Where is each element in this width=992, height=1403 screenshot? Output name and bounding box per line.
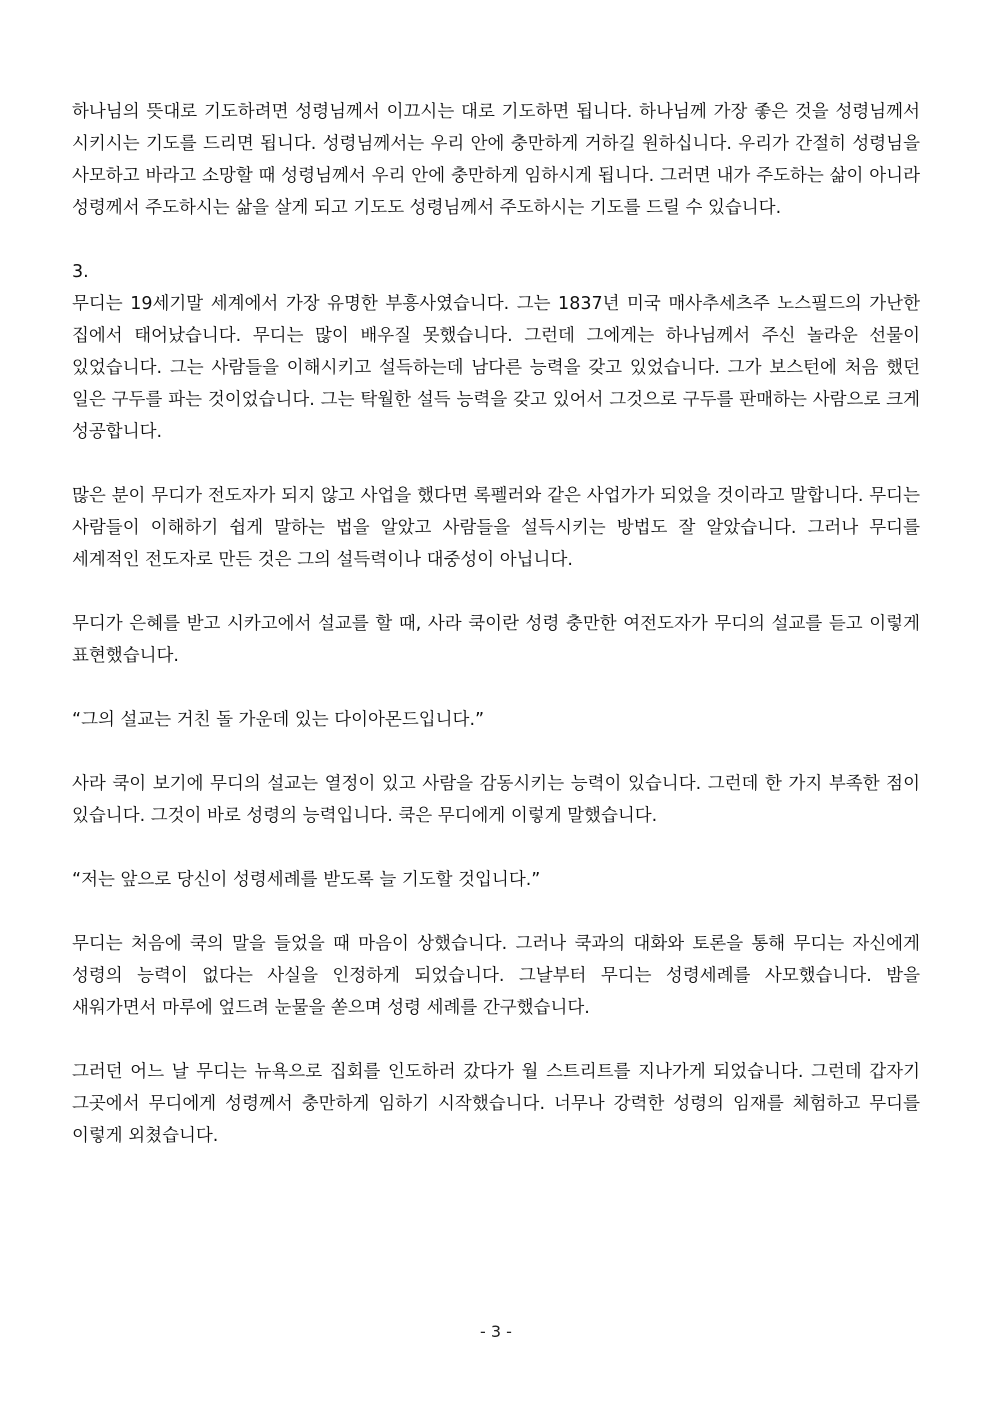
- document-body: [72, 96, 920, 1184]
- paragraph-prayer-guidance: 하나님의 뜻대로 기도하려면 성령님께서 이끄시는 대로 기도하면 됩니다. 하나님께 가장 좋은 것을 성령님께서 시키시는 기도를 드리면 됩니다. 성령님께서는 우리 안에 충만하게 거하길 원하십니다. 우리가 간절히 성령님을 사모하고 바라고 소망할 때 성령님께서 우리 안에 충만하게 임하시게 됩니다. 그러면 내가 주도하는 삶이 아니라 성령께서 주도하시는 삶을 살게 되고 기도도 성령님께서 주도하시는 기도를 드릴 수 있습니다.: [72, 102, 920, 218]
- paragraph-section-3-moody-intro: 3. 무디는 19세기말 세계에서 가장 유명한 부흥사였습니다. 그는 1837년 미국 매사추세츠주 노스필드의 가난한 집에서 태어났습니다. 무디는 많이 배우질 못했습니다. 그런데 그에게는 하나님께서 주신 놀라운 선물이 있었습니다. 그는 사람들을 이해시키고 설득하는데 남다른 능력을 갖고 있었습니다. 그가 보스턴에 처음 했던 일은 구두를 파는 것이었습니다. 그는 탁월한 설득 능력을 갖고 있어서 그것으로 구두를 판매하는 사람으로 크게 성공합니다.: [72, 262, 920, 442]
- quote-diamond: “그의 설교는 거친 돌 가운데 있는 다이아몬드입니다.”: [72, 710, 485, 730]
- paragraph-lacking-power: 사라 쿡이 보기에 무디의 설교는 열정이 있고 사람을 감동시키는 능력이 있습니다. 그런데 한 가지 부족한 점이 있습니다. 그것이 바로 성령의 능력입니다. 쿡은 무디에게 이렇게 말했습니다.: [72, 774, 920, 826]
- page-number: - 3 -: [480, 1322, 512, 1341]
- paragraph-wall-street: 그러던 어느 날 무디는 뉴욕으로 집회를 인도하러 갔다가 월 스트리트를 지나가게 되었습니다. 그런데 갑자기 그곳에서 무디에게 성령께서 충만하게 임하기 시작했습니다. 너무나 강력한 성령의 임재를 체험하고 무디를 이렇게 외쳤습니다.: [72, 1062, 920, 1146]
- paragraph-seeking-baptism: 무디는 처음에 쿡의 말을 들었을 때 마음이 상했습니다. 그러나 쿡과의 대화와 토론을 통해 무디는 자신에게 성령의 능력이 없다는 사실을 인정하게 되었습니다. 그날부터 무디는 성령세례를 사모했습니다. 밤을 새워가면서 마루에 엎드려 눈물을 쏟으며 성령 세례를 간구했습니다.: [72, 934, 920, 1018]
- paragraph-sarah-cook: 무디가 은혜를 받고 시카고에서 설교를 할 때, 사라 쿡이란 성령 충만한 여전도자가 무디의 설교를 듣고 이렇게 표현했습니다.: [72, 614, 920, 666]
- paragraph-moody-persuasion: 많은 분이 무디가 전도자가 되지 않고 사업을 했다면 록펠러와 같은 사업가가 되었을 것이라고 말합니다. 무디는 사람들이 이해하기 쉽게 말하는 법을 알았고 사람들을 설득시키는 방법도 잘 알았습니다. 그러나 무디를 세계적인 전도자로 만든 것은 그의 설득력이나 대중성이 아닙니다.: [72, 486, 920, 570]
- quote-prayer-promise: “저는 앞으로 당신이 성령세례를 받도록 늘 기도할 것입니다.”: [72, 870, 541, 890]
